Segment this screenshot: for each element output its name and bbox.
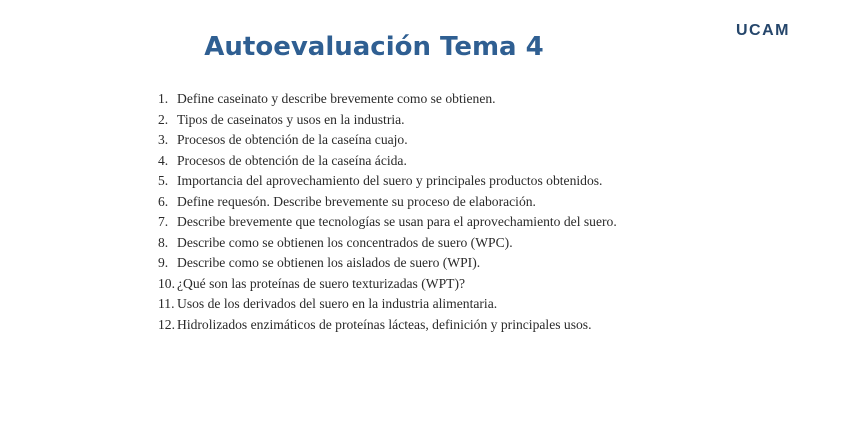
item-number: 9.	[158, 255, 169, 270]
list-item	[158, 192, 692, 213]
item-text: Define caseinato y describe brevemente como se obtienen.	[177, 91, 496, 106]
item-text: Define requesón. Describe brevemente su proceso de elaboración.	[177, 193, 536, 209]
item-number: 2.	[158, 111, 169, 127]
list-item	[158, 171, 692, 192]
list-item	[158, 151, 692, 172]
item-text: Tipos de caseinatos y usos en la industria.	[177, 111, 405, 127]
item-text: Hidrolizados enzimáticos de proteínas lácteas, definición y principales usos.	[177, 316, 592, 332]
item-number: 11.	[158, 296, 175, 311]
list-item	[158, 274, 692, 295]
page-title: Autoevaluación Tema 4	[204, 32, 544, 62]
list-item	[158, 233, 692, 254]
list-item	[158, 89, 692, 110]
list-item	[158, 110, 692, 131]
item-text: Procesos de obtención de la caseína ácida.	[177, 152, 407, 168]
item-text: Importancia del aprovechamiento del suero y principales productos obtenidos.	[177, 173, 603, 188]
item-number: 12.	[158, 316, 175, 332]
item-text: Describe brevemente que tecnologías se usan para el aprovechamiento del suero.	[177, 214, 617, 229]
item-number: 4.	[158, 152, 169, 168]
item-text: Describe como se obtienen los aislados de suero (WPI).	[177, 255, 481, 270]
item-text: Describe como se obtienen los concentrados de suero (WPC).	[177, 234, 513, 250]
item-number: 7.	[158, 214, 169, 229]
item-text: ¿Qué son las proteínas de suero texturizadas (WPT)?	[177, 275, 466, 291]
ucam-logo: UCAM	[736, 22, 790, 39]
item-text: Usos de los derivados del suero en la industria alimentaria.	[177, 296, 498, 311]
question-list	[158, 89, 692, 335]
list-item	[158, 315, 692, 336]
item-number: 8.	[158, 234, 169, 250]
list-item	[158, 294, 692, 315]
item-number: 5.	[158, 173, 169, 188]
list-item	[158, 130, 692, 151]
item-number: 10.	[158, 275, 175, 291]
list-item	[158, 212, 692, 233]
item-number: 6.	[158, 193, 169, 209]
item-text: Procesos de obtención de la caseína cuajo.	[177, 132, 408, 147]
list-item	[158, 253, 692, 274]
item-number: 3.	[158, 132, 169, 147]
item-number: 1.	[158, 91, 169, 106]
